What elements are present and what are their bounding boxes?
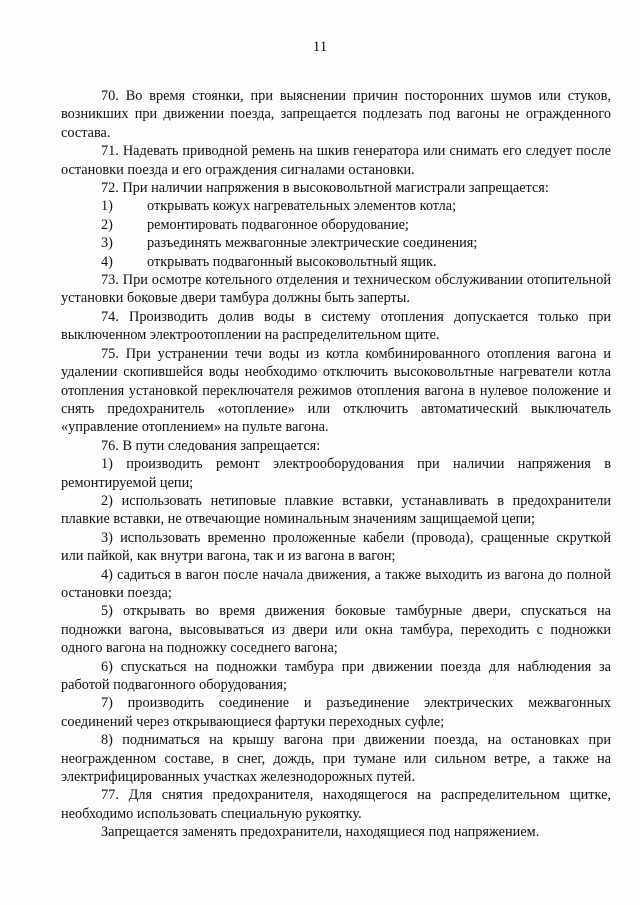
- paragraph-77-continued: Запрещается заменять предохранители, находящиеся под напряжением.: [101, 824, 540, 841]
- paragraph-76-item-1: 1) производить ремонт электрооборудования при наличии напряжения в ремонтируемой цепи;: [61, 456, 611, 491]
- list-item: [61, 216, 611, 234]
- paragraph-71: 71. Надевать приводной ремень на шкив генератора или снимать его следует после остановки поезда и его ограждения сигналами остановки.: [61, 143, 611, 178]
- paragraph-76: 76. В пути следования запрещается:: [101, 437, 321, 454]
- paragraph-70: 70. Во время стоянки, при выяснении причин посторонних шумов или стуков, возникших при движении поезда, запрещается подлезать под вагоны не огражденного состава.: [61, 88, 611, 141]
- list-item-text: разъединять межвагонные электрические соединения;: [147, 235, 478, 252]
- list-item-number: 2): [101, 216, 113, 233]
- list-item: [61, 234, 611, 252]
- document-body: [61, 87, 611, 842]
- paragraph-76-item-7: 7) производить соединение и разъединение электрических межвагонных соединений через открывающиеся фартуки переходных суфле;: [61, 695, 611, 730]
- paragraph-76-item-2: 2) использовать нетиповые плавкие вставки, устанавливать в предохранители плавкие вставки, не отвечающие номинальным значениям защищаемой цепи;: [61, 492, 611, 528]
- paragraph-75: 75. При устранении течи воды из котла комбинированного отопления вагона и удалении скопившейся воды необходимо отключить высоковольтные нагреватели котла отопления установкой переключателя режимов отопления вагона в нулевое положение и снять предохранитель «отопление» или отключить автоматический выключатель «управление отоплением» на пульте вагона.: [61, 345, 611, 436]
- list-item: [61, 253, 611, 271]
- paragraph-73: 73. При осмотре котельного отделения и техническом обслуживании отопительной установки боковые двери тамбура должны быть заперты.: [61, 272, 611, 307]
- paragraph-76-item-8: 8) подниматься на крышу вагона при движении поезда, на остановках при неогражденном составе, в снег, дождь, при тумане или сильном ветре, а также на электрифицированных участках железнодорожных путей.: [61, 732, 611, 786]
- list-item-number: 3): [101, 235, 113, 252]
- paragraph-76-item-4: 4) садиться в вагон после начала движения, а также выходить из вагона до полной остановки поезда;: [61, 566, 611, 601]
- list-item-text: открывать подвагонный высоковольтный ящик.: [147, 253, 437, 270]
- page-number: 11: [312, 39, 328, 55]
- list-item-number: 1): [101, 198, 113, 215]
- paragraph-72: 72. При наличии напряжения в высоковольтной магистрали запрещается:: [101, 180, 549, 197]
- paragraph-76-item-5: 5) открывать во время движения боковые тамбурные двери, спускаться на подножки вагона, высовываться из двери или окна тамбура, переходить с подножки одного вагона на подножку соседнего вагона;: [61, 603, 611, 657]
- list-item-number: 4): [101, 253, 113, 270]
- paragraph-76-item-6: 6) спускаться на подножки тамбура при движении поезда для наблюдения за работой подвагонного оборудования;: [61, 658, 611, 693]
- paragraph-72-list: [61, 197, 611, 271]
- list-item-text: ремонтировать подвагонное оборудование;: [147, 216, 409, 233]
- paragraph-76-item-3: 3) использовать временно проложенные кабели (провода), сращенные скруткой или пайкой, как внутри вагона, так и из вагона в вагон;: [61, 529, 611, 565]
- list-item: [61, 197, 611, 215]
- paragraph-74: 74. Производить долив воды в систему отопления допускается только при выключенном электроотоплении на распределительном щите.: [61, 308, 611, 344]
- list-item-text: открывать кожух нагревательных элементов котла;: [147, 198, 457, 215]
- paragraph-77: 77. Для снятия предохранителя, находящегося на распределительном щитке, необходимо использовать специальную рукоятку.: [61, 787, 611, 822]
